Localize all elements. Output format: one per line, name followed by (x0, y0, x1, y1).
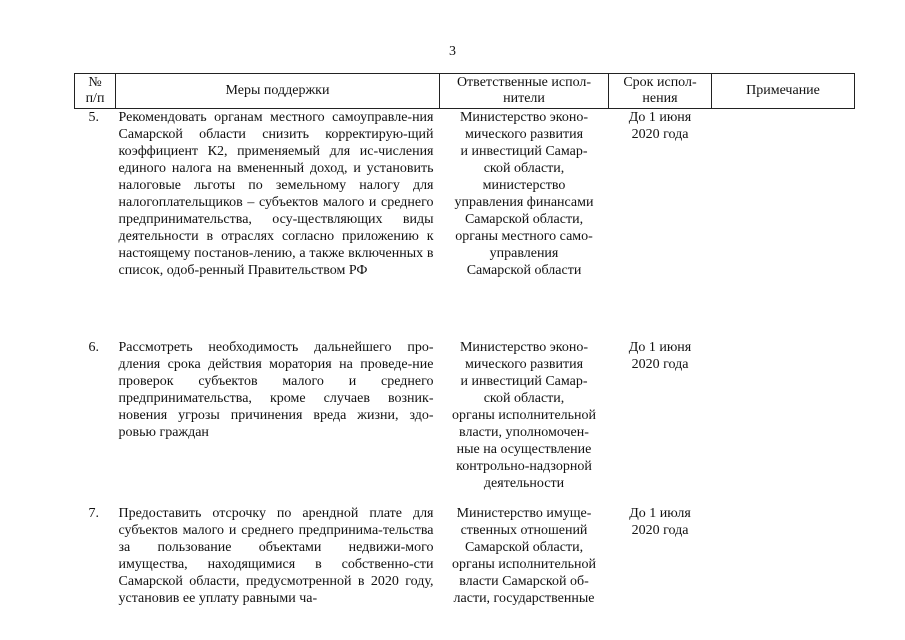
header-number: № п/п (75, 74, 116, 109)
table-row (75, 339, 855, 505)
row-responsible: Министерство эконо- мического развития и инвестиций Самар- ской области, министерство управления финансами Самарской области, органы местного само- управления Самарской области (454, 110, 594, 278)
row-measure: Рекомендовать органам местного самоуправле-ния Самарской области снизить корректирую-щий коэффициент К2, применяемый для ис-числения единого налога на вмененный доход, и установить налоговые льготы по земельному налогу для налогоплательщиков – субъектов малого и среднего предпринимательства, осу-ществляющих виды деятельности в отраслях согласно приложению к настоящему постанов-лению, а также включенных в список, одоб-ренный Правительством РФ (118, 110, 434, 278)
row-term: До 1 июня 2020 года (628, 340, 692, 372)
row-term: До 1 июня 2020 года (628, 110, 692, 142)
header-note: Примечание (712, 74, 855, 109)
table-row (75, 109, 855, 340)
table-row (75, 505, 855, 615)
header-term: Срок испол- нения (609, 74, 712, 109)
table-header-row (75, 74, 855, 109)
page-number: 3 (449, 44, 456, 59)
header-measure: Меры поддержки (116, 74, 440, 109)
row-note (712, 339, 855, 505)
row-term: До 1 июля 2020 года (629, 506, 691, 538)
row-measure: Рассмотреть необходимость дальнейшего про-дления срока действия моратория на проведе-ние проверок субъектов малого и среднего предпринимательства, кроме случаев возник-новения угрозы причинения вреда жизни, здо-ровью граждан (118, 340, 434, 440)
row-note (712, 109, 855, 340)
row-note (712, 505, 855, 615)
row-measure: Предоставить отсрочку по арендной плате для субъектов малого и среднего предпринима-тельства за пользование объектами недвижи-мого имущества, находящимися в собственно-сти Самарской области, предусмотренной в 2020 году, установив ее уплату равными ча- (118, 506, 434, 606)
row-number: 5. (88, 110, 99, 125)
row-number: 7. (88, 506, 99, 521)
row-responsible: Министерство имуще- ственных отношений Самарской области, органы исполнительной власти Самарской об- ласти, государственные (451, 506, 597, 606)
row-responsible: Министерство эконо- мического развития и инвестиций Самар- ской области, органы исполнительной власти, уполномочен- ные на осуществление контрольно-надзорной деятельности (451, 340, 597, 491)
header-responsible: Ответственные испол- нители (440, 74, 609, 109)
row-number: 6. (88, 340, 99, 355)
support-measures-table (74, 73, 855, 615)
